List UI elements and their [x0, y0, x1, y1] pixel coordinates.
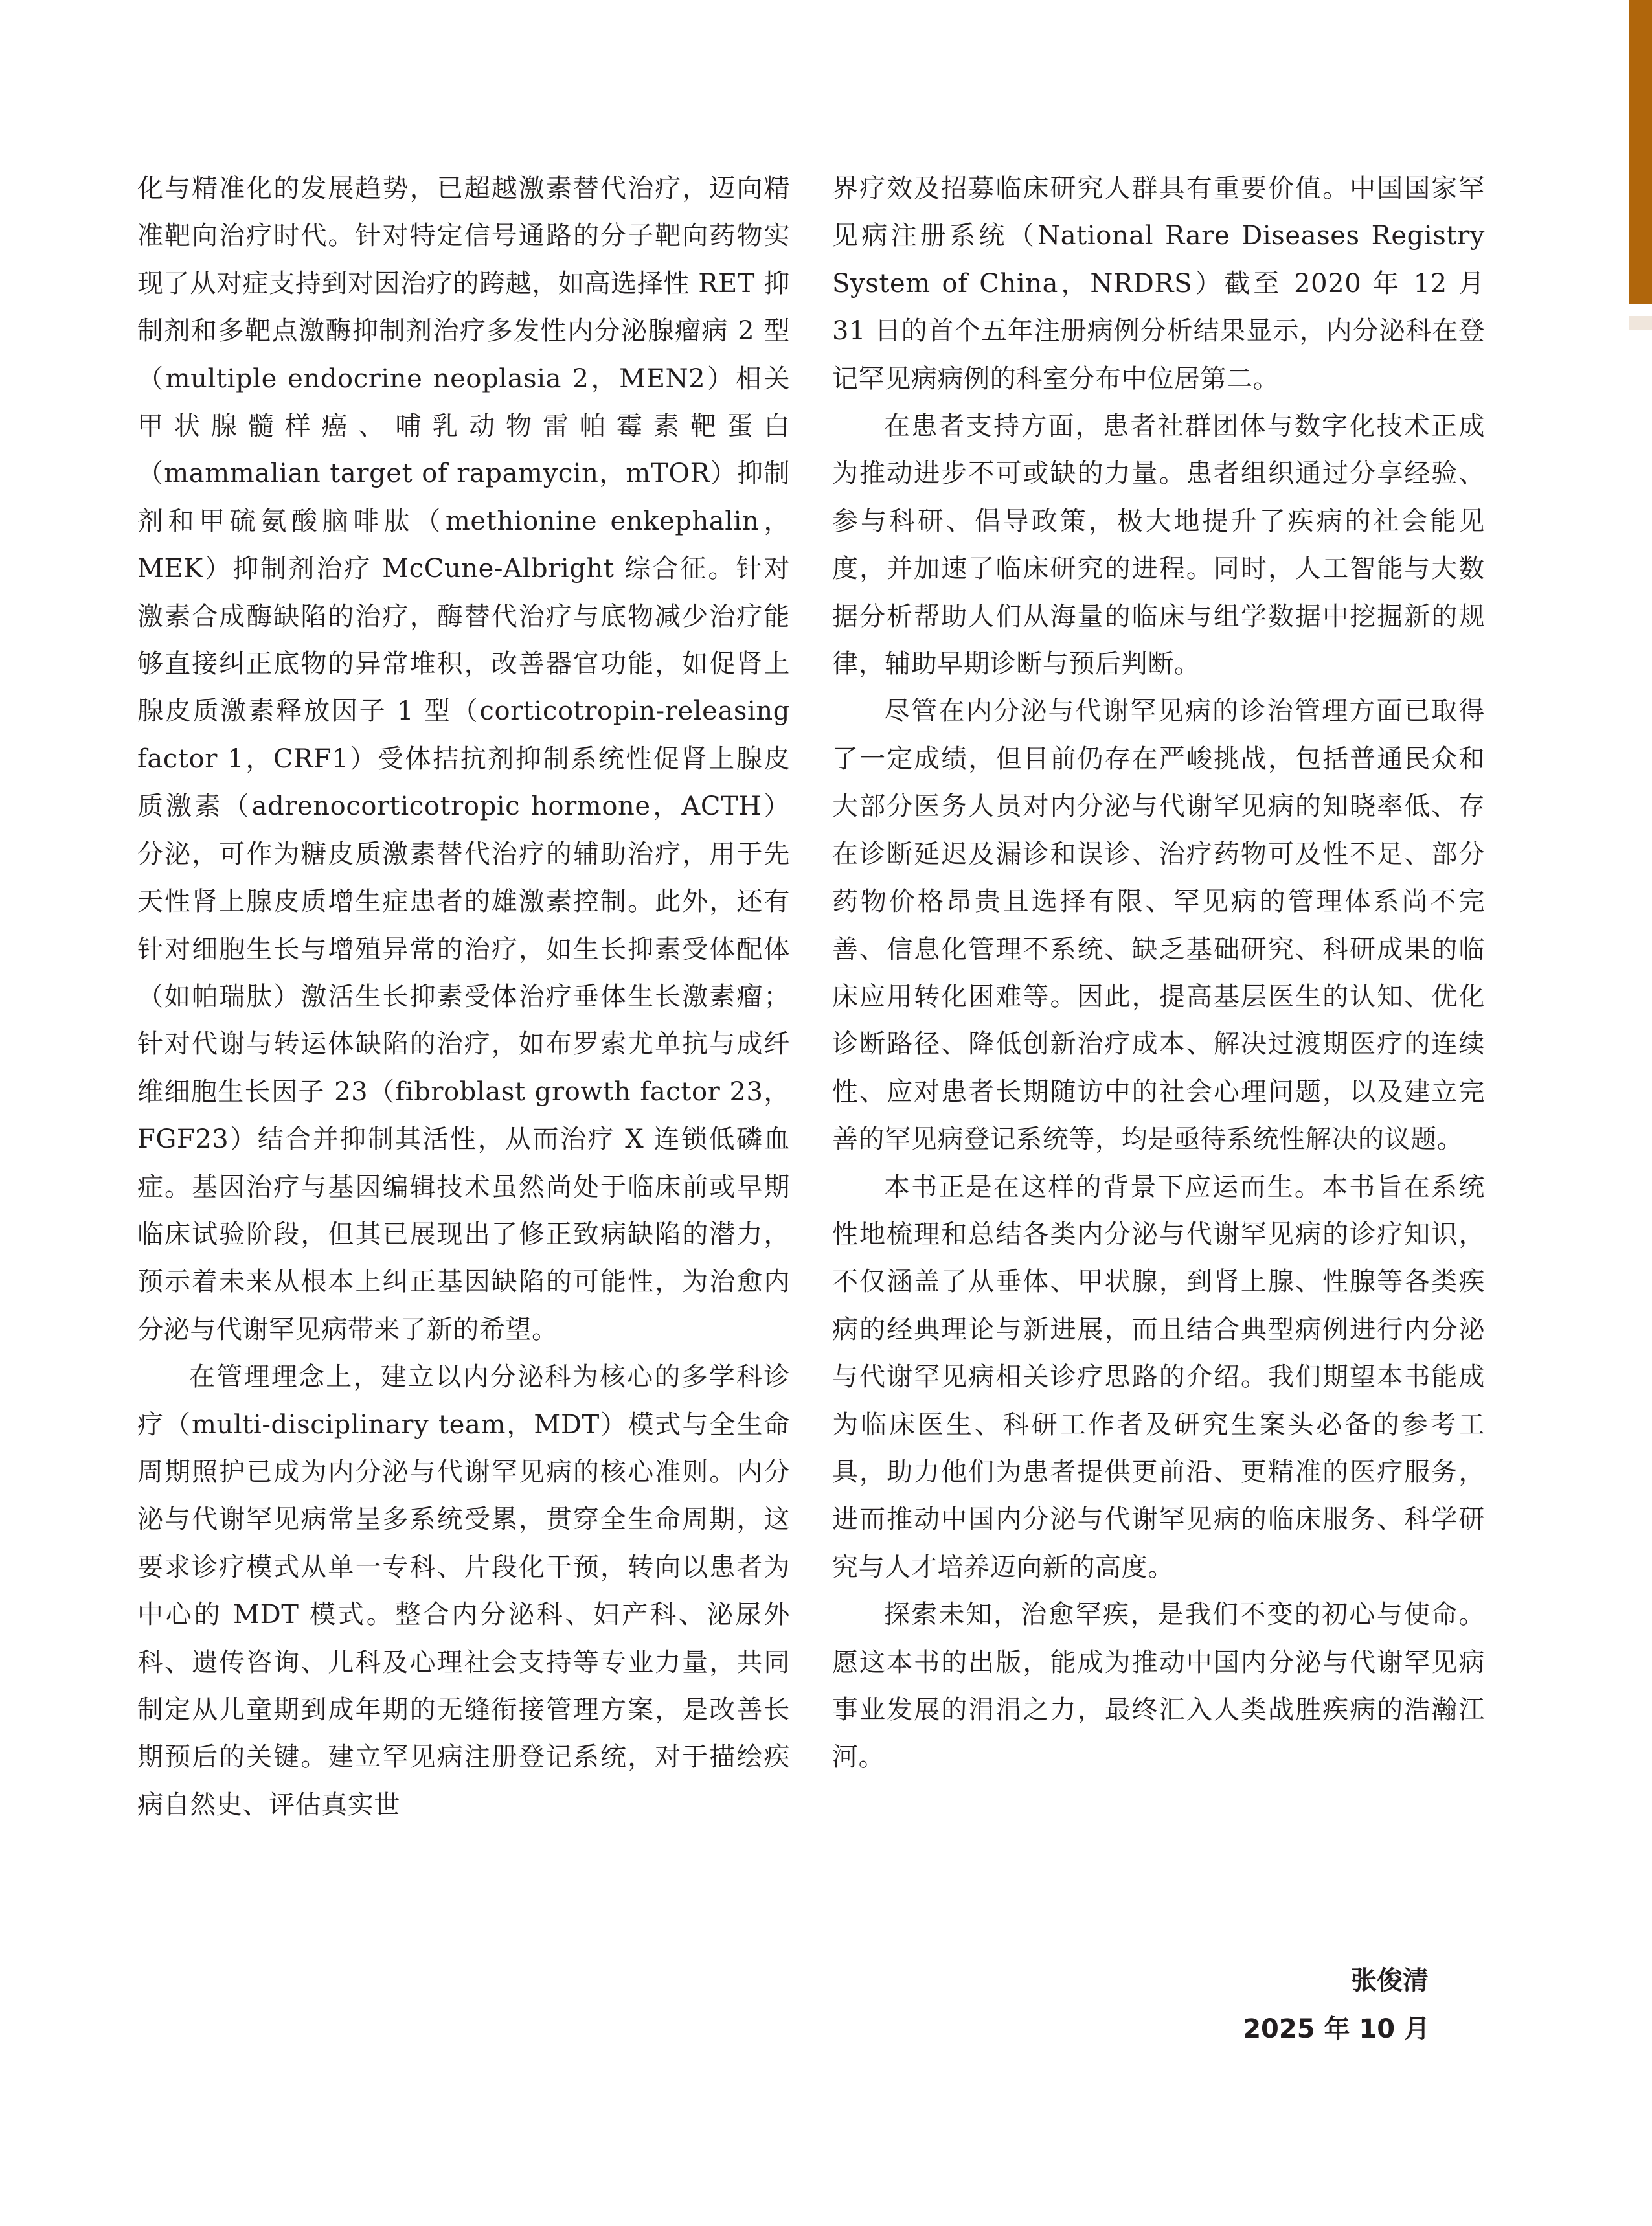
paragraph-closing: 探索未知，治愈罕疾，是我们不变的初心与使命。愿这本书的出版，能成为推动中国内分泌与代谢罕见病事业发展的涓涓之力，最终汇入人类战胜疾病的浩瀚江河。: [832, 1600, 1485, 1773]
chapter-edge-tab-light: [1629, 316, 1652, 330]
chapter-edge-tab: [1629, 0, 1652, 304]
paragraph-continued: 化与精准化的发展趋势，已超越激素替代治疗，迈向精准靶向治疗时代。针对特定信号通路的分子靶向药物实现了从对症支持到对因治疗的跨越，如高选择性 RET 抑制剂和多靶点激酶抑制剂治疗多发性内分泌腺瘤病 2 型（multiple endocrine neoplasia 2，MEN2）相关甲状腺髓样癌、哺乳动物雷帕霉素靶蛋白（mammalian target of rapamycin，mTOR）抑制剂和甲硫氨酸脑啡肽（methionine enkephalin，MEK）抑制剂治疗 McCune-Albright 综合征。针对激素合成酶缺陷的治疗，酶替代治疗与底物减少治疗能够直接纠正底物的异常堆积，改善器官功能，如促肾上腺皮质激素释放因子 1 型（corticotropin-releasing factor 1，CRF1）受体拮抗剂抑制系统性促肾上腺皮质激素（adrenocorticotropic hormone，ACTH）分泌，可作为糖皮质激素替代治疗的辅助治疗，用于先天性肾上腺皮质增生症患者的雄激素控制。此外，还有针对细胞生长与增殖异常的治疗，如生长抑素受体配体（如帕瑞肽）激活生长抑素受体治疗垂体生长激素瘤；针对代谢与转运体缺陷的治疗，如布罗索尤单抗与成纤维细胞生长因子 23（fibroblast growth factor 23，FGF23）结合并抑制其活性，从而治疗 X 连锁低磷血症。基因治疗与基因编辑技术虽然尚处于临床前或早期临床试验阶段，但其已展现出了修正致病缺陷的潜力，预示着未来从根本上纠正基因缺陷的可能性，为治愈内分泌与代谢罕见病带来了新的希望。: [137, 174, 790, 1345]
paragraph-registry: 界疗效及招募临床研究人群具有重要价值。中国国家罕见病注册系统（National Rare Diseases Registry System of China，NRDRS）截至 2020 年 12 月 31 日的首个五年注册病例分析结果显示，内分泌科在登记罕见病病例的科室分布中位居第二。: [832, 174, 1485, 394]
right-column: [832, 165, 1485, 1782]
left-column: [137, 165, 790, 1829]
paragraph-management: 在管理理念上，建立以内分泌科为核心的多学科诊疗（multi-disciplinary team，MDT）模式与全生命周期照护已成为内分泌与代谢罕见病的核心准则。内分泌与代谢罕见病常呈多系统受累，贯穿全生命周期，这要求诊疗模式从单一专科、片段化干预，转向以患者为中心的 MDT 模式。整合内分泌科、妇产科、泌尿外科、遗传咨询、儿科及心理社会支持等专业力量，共同制定从儿童期到成年期的无缝衔接管理方案，是改善长期预后的关键。建立罕见病注册登记系统，对于描绘疾病自然史、评估真实世: [137, 1362, 790, 1820]
signature-date: 2025 年 10 月: [1243, 2014, 1430, 2044]
paragraph-patient-support: 在患者支持方面，患者社群团体与数字化技术正成为推动进步不可或缺的力量。患者组织通过分享经验、参与科研、倡导政策，极大地提升了疾病的社会能见度，并加速了临床研究的进程。同时，人工智能与大数据分析帮助人们从海量的临床与组学数据中挖掘新的规律，辅助早期诊断与预后判断。: [832, 411, 1485, 679]
paragraph-book-purpose: 本书正是在这样的背景下应运而生。本书旨在系统性地梳理和总结各类内分泌与代谢罕见病的诊疗知识，不仅涵盖了从垂体、甲状腺，到肾上腺、性腺等各类疾病的经典理论与新进展，而且结合典型病例进行内分泌与代谢罕见病相关诊疗思路的介绍。我们期望本书能成为临床医生、科研工作者及研究生案头必备的参考工具，助力他们为患者提供更前沿、更精准的医疗服务，进而推动中国内分泌与代谢罕见病的临床服务、科学研究与人才培养迈向新的高度。: [832, 1172, 1485, 1582]
author-signature: 张俊清: [1351, 1966, 1429, 1995]
paragraph-challenges: 尽管在内分泌与代谢罕见病的诊治管理方面已取得了一定成绩，但目前仍存在严峻挑战，包括普通民众和大部分医务人员对内分泌与代谢罕见病的知晓率低、存在诊断延迟及漏诊和误诊、治疗药物可及性不足、部分药物价格昂贵且选择有限、罕见病的管理体系尚不完善、信息化管理不系统、缺乏基础研究、科研成果的临床应用转化困难等。因此，提高基层医生的认知、优化诊断路径、降低创新治疗成本、解决过渡期医疗的连续性、应对患者长期随访中的社会心理问题，以及建立完善的罕见病登记系统等，均是亟待系统性解决的议题。: [832, 696, 1485, 1155]
